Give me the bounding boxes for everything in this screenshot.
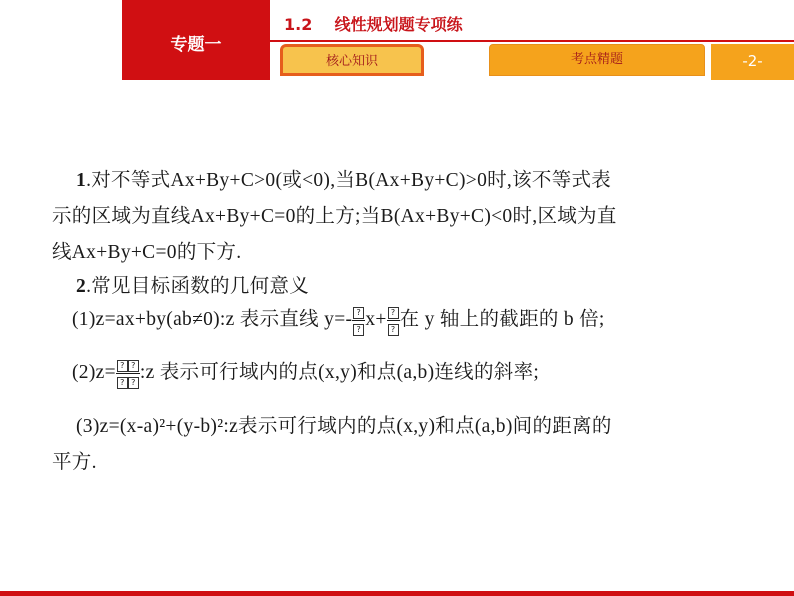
item2	[72, 356, 539, 389]
p1-line1	[76, 164, 611, 192]
tab-core-knowledge[interactable]: 核心知识	[280, 44, 424, 76]
item3-line1: (3)z=(x-a)²+(y-b)²:z表示可行域内的点(x,y)和点(a,b)间的距离的	[76, 416, 612, 437]
image-placeholder-icon: ?	[117, 360, 128, 372]
header-divider	[270, 40, 794, 42]
image-placeholder-icon: ?	[388, 307, 399, 319]
item3-line2: 平方.	[52, 452, 97, 473]
p1-line1-text: .对不等式Ax+By+C>0(或<0),当B(Ax+By+C)>0时,该不等式表	[86, 170, 612, 191]
p1-number: 1	[76, 170, 87, 191]
image-placeholder-icon: ?	[388, 324, 399, 336]
item1-suffix: 在 y 轴上的截距的 b 倍;	[399, 309, 605, 330]
p2-heading	[76, 270, 309, 298]
image-placeholder-icon: ?	[353, 307, 364, 319]
page-number: -2-	[711, 44, 794, 80]
image-placeholder-icon: ?	[353, 324, 364, 336]
image-placeholder-icon: ?	[117, 377, 128, 389]
item2-suffix: :z 表示可行域内的点(x,y)和点(a,b)连线的斜率;	[139, 362, 540, 383]
topic-label: 专题一	[170, 35, 222, 55]
p2-heading-text: .常见目标函数的几何意义	[86, 276, 310, 297]
p1-line3: 线Ax+By+C=0的下方.	[52, 242, 242, 263]
bottom-bar	[0, 591, 794, 596]
item2-prefix: (2)z=	[72, 362, 116, 383]
item1-fraction-2	[387, 305, 400, 336]
image-placeholder-icon: ?	[128, 360, 139, 372]
p2-number: 2	[76, 276, 87, 297]
tab-exam-questions[interactable]: 考点精题	[489, 44, 705, 76]
image-placeholder-icon: ?	[128, 377, 139, 389]
item1	[72, 303, 605, 336]
p1-line2: 示的区域为直线Ax+By+C=0的上方;当B(Ax+By+C)<0时,区域为直	[52, 206, 617, 227]
item1-fraction-1	[352, 305, 365, 336]
item1-prefix: (1)z=ax+by(ab≠0):z 表示直线 y=-	[72, 309, 353, 330]
item2-fraction	[116, 358, 140, 389]
section-title: 1.2 线性规划题专项练	[284, 15, 463, 34]
item1-mid: x+	[365, 309, 387, 330]
topic-block	[122, 0, 270, 80]
